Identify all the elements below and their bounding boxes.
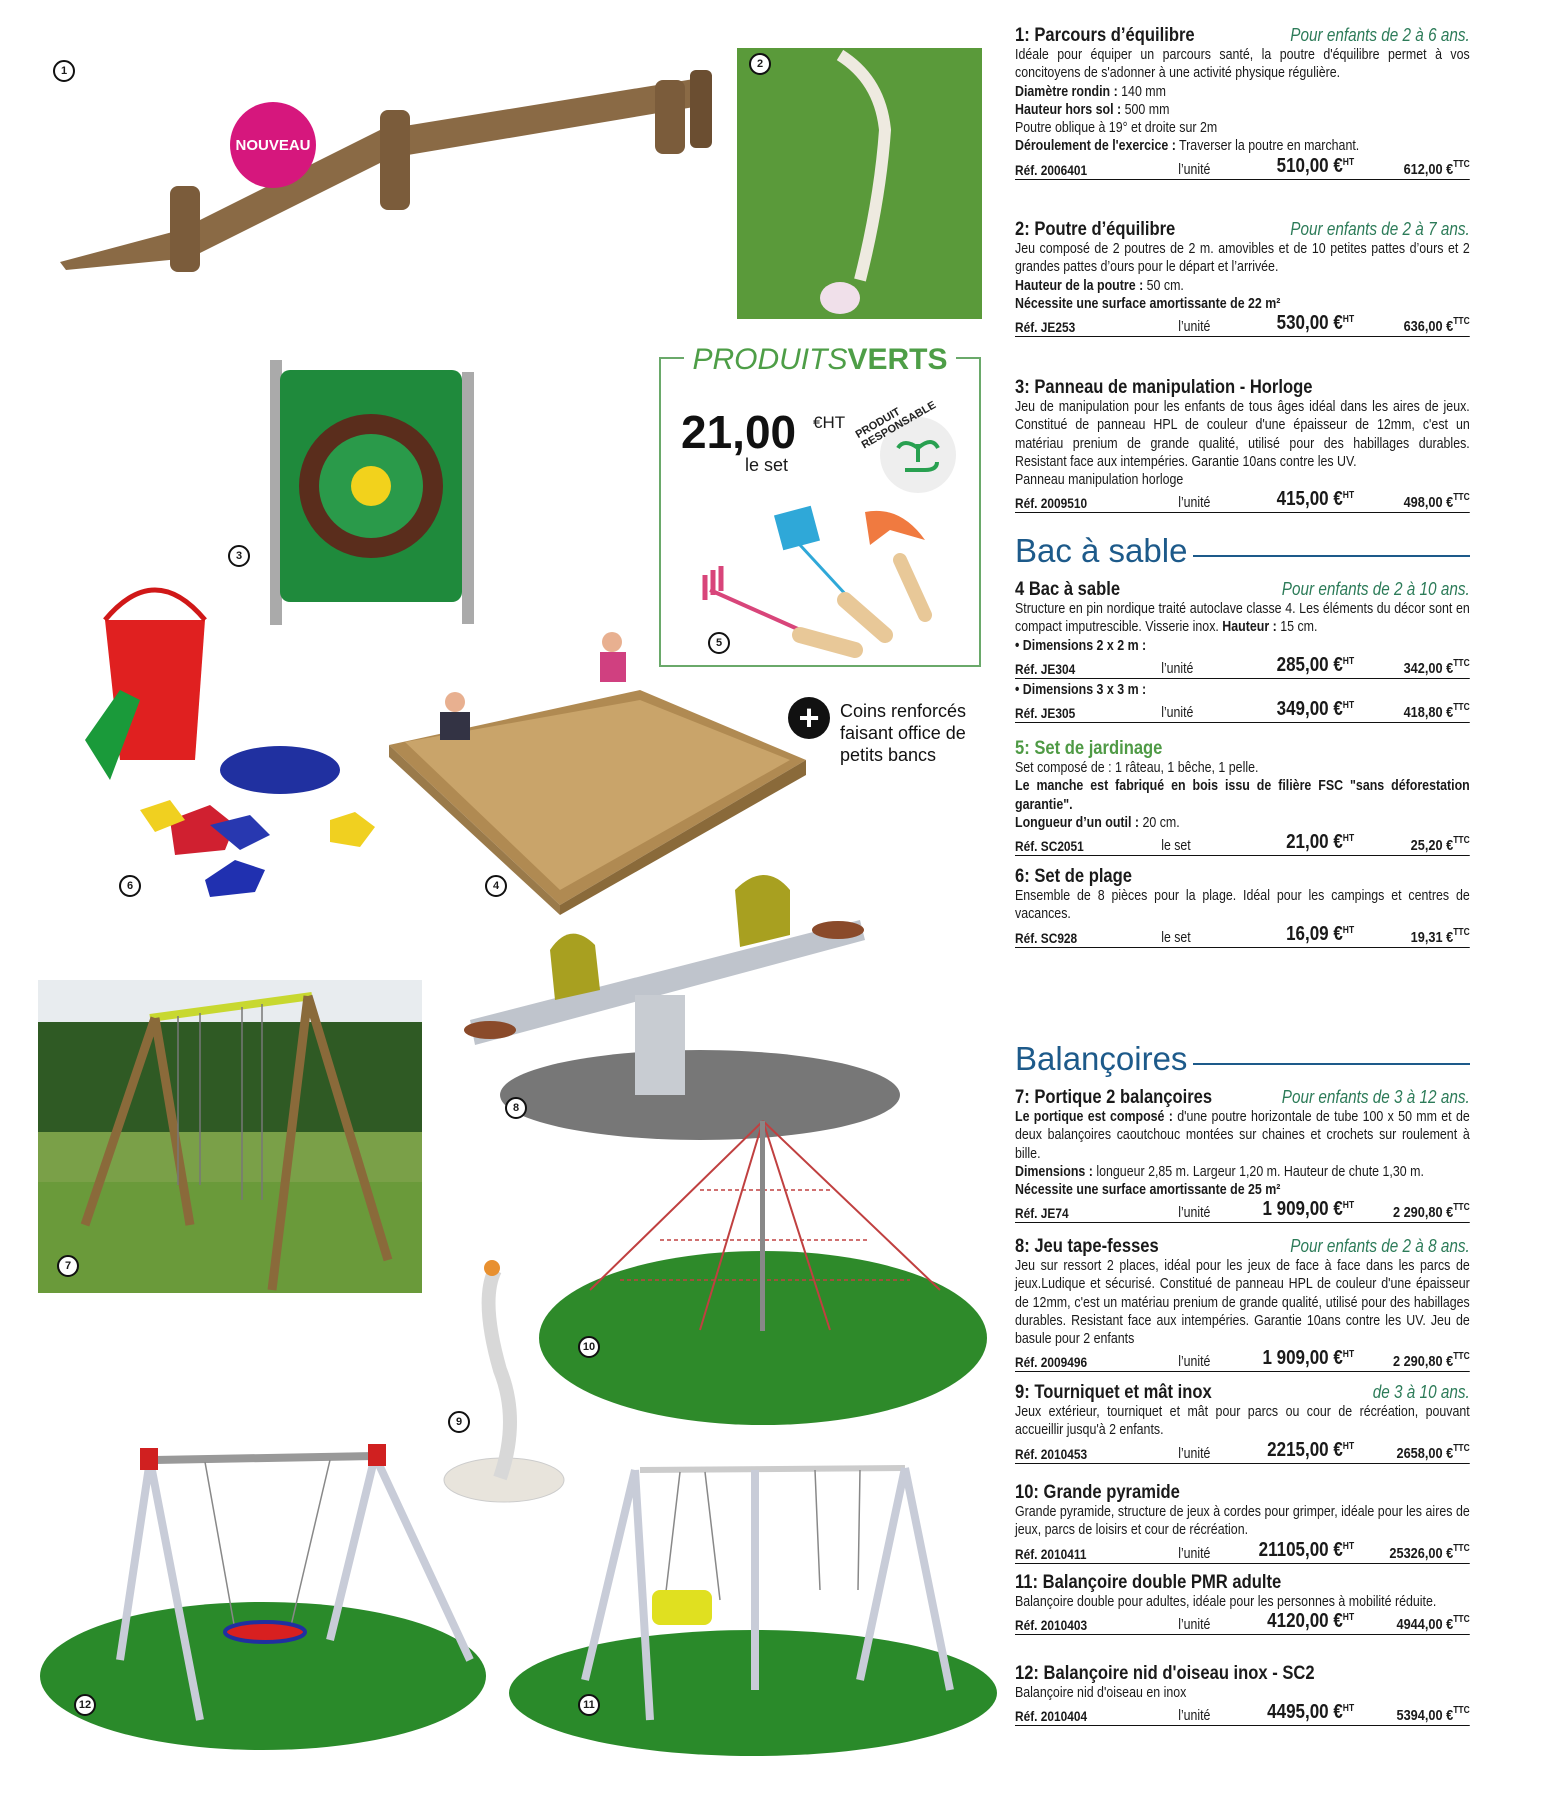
product-description <box>1015 137 1470 155</box>
section-heading-sandbox <box>1015 532 1470 570</box>
product-description <box>1015 398 1470 471</box>
image-number-marker: 12 <box>74 1694 96 1716</box>
birds-nest-swing-image <box>40 1444 486 1750</box>
price-row <box>1015 1440 1470 1464</box>
price-excl-tax <box>1267 1701 1354 1724</box>
price-excl-tax <box>1267 1439 1354 1462</box>
description-text: Idéale pour équiper un parcours santé, la poutre d'équilibre permet à vos concitoyens de s'adonner à une activité physique régulière. <box>1015 47 1470 82</box>
description-label: Hauteur de la poutre : <box>1015 277 1144 294</box>
ht-label: HT <box>1342 1349 1355 1361</box>
product-description <box>1015 101 1470 119</box>
product-description <box>1015 240 1470 277</box>
price-incl-tax <box>1404 492 1470 511</box>
product-description <box>1015 887 1470 924</box>
description-label: Hauteur : <box>1222 619 1277 636</box>
ht-label: HT <box>1342 924 1355 936</box>
product-title-row <box>1015 24 1470 46</box>
product-title: 7: Portique 2 balançoires <box>1015 1086 1213 1108</box>
sandbox-callout <box>840 700 966 766</box>
price-ttc-value: 2 290,80 € <box>1392 1353 1454 1371</box>
description-text: Jeu composé de 2 poutres de 2 m. amovibles et de 10 petites pattes d’ours et 2 grandes pattes d’ours pour le départ et l’arrivée. <box>1015 241 1470 276</box>
product-title-row <box>1015 737 1470 759</box>
product-title: 11: Balançoire double PMR adulte <box>1015 1571 1282 1593</box>
reference-number: Réf. 2010453 <box>1015 1445 1088 1462</box>
ttc-label: TTC <box>1453 1542 1470 1554</box>
price-incl-tax <box>1396 1443 1469 1462</box>
image-number-marker: 9 <box>448 1411 470 1433</box>
description-text: Ensemble de 8 pièces pour la plage. Idéal pour les campings et centres de vacances. <box>1015 888 1470 923</box>
description-text: Set composé de : 1 râteau, 1 bêche, 1 pelle. <box>1015 760 1259 776</box>
product-description <box>1015 759 1470 777</box>
callout-line: petits bancs <box>840 745 937 765</box>
price-ht-value: 21,00 € <box>1286 831 1343 854</box>
price-ttc-value: 25326,00 € <box>1389 1544 1454 1562</box>
ht-label: HT <box>1342 655 1355 667</box>
description-text: 50 cm. <box>1143 277 1184 294</box>
price-unit: l’unité <box>1178 1708 1211 1725</box>
description-label: Diamètre rondin : <box>1015 83 1118 100</box>
green-box-unit: le set <box>745 455 789 475</box>
ttc-label: TTC <box>1453 1351 1470 1363</box>
product-description <box>1015 1257 1470 1348</box>
green-box-currency: €HT <box>813 413 846 432</box>
ttc-label: TTC <box>1453 702 1470 714</box>
product-description <box>1015 637 1470 655</box>
price-unit: l’unité <box>1178 161 1211 178</box>
ttc-label: TTC <box>1453 657 1470 669</box>
description-text: 15 cm. <box>1276 619 1318 636</box>
price-row <box>1015 1611 1470 1635</box>
reference-number: Réf. JE253 <box>1015 319 1076 336</box>
price-ht-value: 530,00 € <box>1276 312 1343 335</box>
description-text: Jeux extérieur, tourniquet et mât pour parcs ou cour de récréation, pouvant accueillir jusqu'à 2 enfants. <box>1015 1404 1470 1439</box>
price-excl-tax <box>1277 155 1355 178</box>
product-title-row <box>1015 1481 1470 1503</box>
product-age-range: Pour enfants de 2 à 10 ans. <box>1281 579 1470 599</box>
price-ht-value: 415,00 € <box>1276 488 1343 511</box>
price-ttc-value: 2658,00 € <box>1396 1444 1454 1462</box>
description-text: Grande pyramide, structure de jeux à cordes pour grimper, idéale pour les aires de jeux, parcs de loisirs et cour de récréation. <box>1015 1504 1470 1539</box>
price-incl-tax <box>1389 1543 1469 1562</box>
image-number-marker: 6 <box>119 875 141 897</box>
product-description <box>1015 814 1470 832</box>
ht-label: HT <box>1342 1540 1355 1552</box>
price-row <box>1015 1540 1470 1564</box>
price-ttc-value: 636,00 € <box>1403 318 1454 336</box>
product-description <box>1015 471 1470 489</box>
product-description <box>1015 46 1470 83</box>
price-row <box>1015 655 1470 679</box>
product-title: 9: Tourniquet et mât inox <box>1015 1381 1212 1403</box>
price-row <box>1015 1702 1470 1726</box>
price-ht-value: 4120,00 € <box>1267 1610 1343 1633</box>
image-number-marker: 5 <box>708 632 730 654</box>
product-title: 8: Jeu tape-fesses <box>1015 1235 1159 1257</box>
price-ttc-value: 5394,00 € <box>1396 1707 1454 1725</box>
price-excl-tax <box>1286 923 1354 946</box>
ttc-label: TTC <box>1453 1442 1470 1454</box>
product-description <box>1015 777 1470 814</box>
description-label: Le manche est fabriqué en bois issu de filière FSC "sans déforestation garantie". <box>1015 778 1470 813</box>
green-box-title-bold: VERTS <box>847 343 948 376</box>
image-number-marker: 1 <box>53 60 75 82</box>
product-age-range: Pour enfants de 3 à 12 ans. <box>1281 1087 1470 1107</box>
price-unit: l’unité <box>1161 660 1194 677</box>
price-ht-value: 1 909,00 € <box>1262 1347 1343 1370</box>
price-ttc-value: 25,20 € <box>1410 837 1454 855</box>
image-number-marker: 3 <box>228 545 250 567</box>
product-title: 4 Bac à sable <box>1015 578 1121 600</box>
price-ttc-value: 2 290,80 € <box>1392 1204 1454 1222</box>
product-description <box>1015 277 1470 295</box>
image-number-marker: 8 <box>505 1097 527 1119</box>
image-number-marker: 11 <box>578 1694 600 1716</box>
product-title: 2: Poutre d’équilibre <box>1015 218 1176 240</box>
price-ht-value: 2215,00 € <box>1267 1438 1343 1461</box>
green-box-title <box>661 343 979 377</box>
description-label: Nécessite une surface amortissante de 22 m² <box>1015 295 1281 312</box>
description-text: Jeu sur ressort 2 places, idéal pour les jeux de face à face dans les parcs de jeux.Ludique et sécurisé. Constitué de panneau HPL de couleur d'une épaisseur de 12mm, c'est un matériau prenium de grande qualité, utilisé pour des habillages durables. Resistant face aux intempéries. Garantie 10ans contre les UV. Jeu de basule pour 2 enfants <box>1015 1258 1470 1348</box>
price-ttc-value: 4944,00 € <box>1396 1616 1454 1634</box>
description-text: 500 mm <box>1121 101 1170 118</box>
price-excl-tax <box>1277 488 1355 511</box>
product-title: 6: Set de plage <box>1015 865 1132 887</box>
product-entry <box>1015 737 1470 858</box>
price-unit: l’unité <box>1178 1445 1211 1462</box>
price-unit: l’unité <box>1178 319 1211 336</box>
product-entry <box>1015 865 1470 950</box>
price-row <box>1015 924 1470 948</box>
reference-number: Réf. SC928 <box>1015 929 1078 946</box>
description-label: Hauteur hors sol : <box>1015 101 1122 118</box>
price-row <box>1015 313 1470 337</box>
price-incl-tax <box>1404 159 1470 178</box>
balance-beam-image <box>60 70 712 272</box>
price-ttc-value: 418,80 € <box>1403 704 1454 722</box>
price-row <box>1015 699 1470 723</box>
ttc-label: TTC <box>1453 926 1470 938</box>
price-unit: le set <box>1161 929 1191 946</box>
price-row <box>1015 1199 1470 1223</box>
new-badge: NOUVEAU <box>230 102 316 188</box>
product-entry <box>1015 1662 1470 1728</box>
green-box-price: 21,00 <box>681 406 797 458</box>
reference-number: Réf. 2010404 <box>1015 1708 1088 1725</box>
price-ht-value: 1 909,00 € <box>1262 1198 1343 1221</box>
description-label: Nécessite une surface amortissante de 25 m² <box>1015 1182 1281 1199</box>
green-box-title-light: PRODUITS <box>692 343 848 376</box>
price-incl-tax <box>1393 1202 1470 1221</box>
product-age-range: Pour enfants de 2 à 8 ans. <box>1290 1236 1470 1256</box>
price-incl-tax <box>1393 1351 1470 1370</box>
description-label: Le portique est composé : <box>1015 1109 1173 1125</box>
ttc-label: TTC <box>1453 316 1470 328</box>
product-description <box>1015 1403 1470 1440</box>
description-text: Balançoire double pour adultes, idéale pour les personnes à mobilité réduite. <box>1015 1594 1437 1610</box>
product-title-row <box>1015 865 1470 887</box>
description-text: d'une poutre horizontale de tube 100 x 50 mm et de deux balançoires caoutchouc montées sur chaines et crochets sur roulement à bille. <box>1015 1109 1470 1162</box>
reference-number: Réf. 2010411 <box>1015 1545 1087 1562</box>
price-row <box>1015 1348 1470 1372</box>
product-description <box>1015 1684 1470 1702</box>
description-label: • Dimensions 2 x 2 m : <box>1015 637 1147 654</box>
description-text: longueur 2,85 m. Largeur 1,20 m. Hauteur de chute 1,30 m. <box>1092 1163 1424 1180</box>
description-text: Traverser la poutre en marchant. <box>1175 138 1360 155</box>
description-text: Structure en pin nordique traité autoclave classe 4. Les éléments du décor sont en compact imputrescible. Visserie inox. <box>1015 601 1470 636</box>
price-excl-tax <box>1259 1539 1354 1562</box>
ht-label: HT <box>1342 314 1355 326</box>
product-title: 3: Panneau de manipulation - Horloge <box>1015 376 1313 398</box>
price-unit: l’unité <box>1178 1354 1211 1371</box>
price-incl-tax <box>1404 316 1470 335</box>
description-label: Déroulement de l'exercice : <box>1015 138 1176 155</box>
ht-label: HT <box>1342 1200 1355 1212</box>
product-title-row <box>1015 1381 1470 1403</box>
callout-line: Coins renforcés <box>840 701 967 721</box>
price-excl-tax <box>1267 1610 1354 1633</box>
price-incl-tax <box>1396 1614 1469 1633</box>
description-text: Balançoire nid d'oiseau en inox <box>1015 1685 1187 1701</box>
reference-number: Réf. JE74 <box>1015 1205 1069 1222</box>
description-text: 20 cm. <box>1139 814 1180 831</box>
product-entry <box>1015 1571 1470 1637</box>
price-ht-value: 21105,00 € <box>1258 1538 1343 1561</box>
ttc-label: TTC <box>1453 1202 1470 1214</box>
responsible-product-seal: PRODUIT RESPONSABLE <box>853 399 939 452</box>
price-excl-tax <box>1286 831 1354 854</box>
product-description <box>1015 600 1470 637</box>
image-number-marker: 10 <box>578 1336 600 1358</box>
product-description <box>1015 83 1470 101</box>
section-title: Balançoires <box>1015 1040 1188 1077</box>
image-number-marker: 2 <box>749 53 771 75</box>
section-heading-swings <box>1015 1040 1470 1078</box>
reference-number: Réf. 2009496 <box>1015 1354 1088 1371</box>
price-ttc-value: 19,31 € <box>1410 928 1454 946</box>
price-unit: l’unité <box>1161 705 1194 722</box>
ttc-label: TTC <box>1453 492 1470 504</box>
product-entry <box>1015 578 1470 725</box>
product-entry <box>1015 218 1470 339</box>
spinner-post-image <box>444 1260 564 1502</box>
price-incl-tax <box>1411 835 1470 854</box>
price-incl-tax <box>1404 702 1470 721</box>
price-unit: le set <box>1161 838 1191 855</box>
ht-label: HT <box>1342 1703 1355 1715</box>
product-description <box>1015 1503 1470 1540</box>
reference-number: Réf. 2009510 <box>1015 495 1088 512</box>
product-description <box>1015 295 1470 313</box>
reference-number: Réf. JE304 <box>1015 660 1076 677</box>
description-text: Panneau manipulation horloge <box>1015 472 1184 489</box>
product-title-row <box>1015 376 1470 398</box>
section-rule <box>1193 555 1470 557</box>
product-title: 10: Grande pyramide <box>1015 1481 1180 1503</box>
ht-label: HT <box>1342 1440 1355 1452</box>
product-age-range: Pour enfants de 2 à 6 ans. <box>1290 25 1470 45</box>
price-incl-tax <box>1411 927 1470 946</box>
price-excl-tax <box>1262 1198 1354 1221</box>
product-title: 12: Balançoire nid d'oiseau inox - SC2 <box>1015 1662 1315 1684</box>
reference-number: Réf. 2006401 <box>1015 161 1088 178</box>
plus-icon: + <box>788 697 830 739</box>
sandbox-image <box>389 632 806 915</box>
price-ht-value: 349,00 € <box>1276 698 1343 721</box>
price-unit: l’unité <box>1178 495 1211 512</box>
description-text: Poutre oblique à 19° et droite sur 2m <box>1015 120 1218 137</box>
swing-set-photo <box>38 980 422 1293</box>
price-ttc-value: 498,00 € <box>1403 494 1454 512</box>
price-excl-tax <box>1277 654 1355 677</box>
reference-number: Réf. SC2051 <box>1015 838 1084 855</box>
image-number-marker: 7 <box>57 1255 79 1277</box>
green-products-box <box>659 343 981 667</box>
description-text: Jeu de manipulation pour les enfants de tous âges idéal dans les aires de jeux. Constitué de panneau HPL de couleur d'une épaisseur de 12mm, c'est un matériau prenium de grande qualité, utilisé pour des habillages durables. Resistant face aux intempéries. Garantie 10ans contre les UV. <box>1015 399 1470 470</box>
ht-label: HT <box>1342 156 1355 168</box>
description-label: Longueur d’un outil : <box>1015 814 1140 831</box>
price-row <box>1015 156 1470 180</box>
description-label: Dimensions : <box>1015 1163 1093 1180</box>
product-title-row <box>1015 1086 1470 1108</box>
price-row <box>1015 489 1470 513</box>
product-entry <box>1015 376 1470 515</box>
product-title-row <box>1015 1662 1470 1684</box>
product-description <box>1015 681 1470 699</box>
product-description <box>1015 119 1470 137</box>
beach-set-image <box>85 590 375 897</box>
ht-label: HT <box>1342 700 1355 712</box>
description-text: 140 mm <box>1117 83 1166 100</box>
price-ttc-value: 612,00 € <box>1403 160 1454 178</box>
price-incl-tax <box>1404 658 1470 677</box>
product-age-range: de 3 à 10 ans. <box>1372 1382 1470 1402</box>
ttc-label: TTC <box>1453 1614 1470 1626</box>
price-row <box>1015 832 1470 856</box>
product-description <box>1015 1593 1470 1611</box>
bear-paw-beam-photo <box>737 48 982 319</box>
ht-label: HT <box>1342 1612 1355 1624</box>
product-title-row <box>1015 578 1470 600</box>
product-entry <box>1015 1086 1470 1225</box>
price-ht-value: 4495,00 € <box>1267 1701 1343 1724</box>
price-ht-value: 16,09 € <box>1286 922 1343 945</box>
reference-number: Réf. JE305 <box>1015 705 1076 722</box>
seesaw-image <box>464 875 900 1140</box>
ttc-label: TTC <box>1453 1705 1470 1717</box>
callout-line: faisant office de <box>840 723 966 743</box>
price-ht-value: 285,00 € <box>1276 653 1343 676</box>
image-number-marker: 4 <box>485 875 507 897</box>
product-description <box>1015 1163 1470 1181</box>
product-entry <box>1015 1235 1470 1374</box>
price-excl-tax <box>1262 1347 1354 1370</box>
price-unit: l’unité <box>1178 1545 1211 1562</box>
price-excl-tax <box>1277 698 1355 721</box>
product-title: 5: Set de jardinage <box>1015 737 1163 759</box>
price-ttc-value: 342,00 € <box>1403 659 1454 677</box>
ht-label: HT <box>1342 833 1355 845</box>
product-title: 1: Parcours d’équilibre <box>1015 24 1195 46</box>
price-ht-value: 510,00 € <box>1276 154 1343 177</box>
clock-panel-image <box>270 360 474 625</box>
section-title: Bac à sable <box>1015 532 1188 569</box>
price-unit: l’unité <box>1178 1205 1211 1222</box>
product-age-range: Pour enfants de 2 à 7 ans. <box>1290 219 1470 239</box>
product-entry <box>1015 24 1470 182</box>
ttc-label: TTC <box>1453 835 1470 847</box>
description-label: • Dimensions 3 x 3 m : <box>1015 681 1147 698</box>
rope-pyramid-image <box>539 1121 987 1425</box>
ht-label: HT <box>1342 490 1355 502</box>
product-title-row <box>1015 1571 1470 1593</box>
ttc-label: TTC <box>1453 158 1470 170</box>
reference-number: Réf. 2010403 <box>1015 1617 1088 1634</box>
product-title-row <box>1015 218 1470 240</box>
product-entry <box>1015 1381 1470 1466</box>
price-incl-tax <box>1396 1705 1469 1724</box>
section-rule <box>1193 1063 1470 1065</box>
product-entry <box>1015 1481 1470 1566</box>
price-excl-tax <box>1277 312 1355 335</box>
product-description <box>1015 1108 1470 1163</box>
product-title-row <box>1015 1235 1470 1257</box>
price-unit: l’unité <box>1178 1617 1211 1634</box>
product-description <box>1015 1181 1470 1199</box>
